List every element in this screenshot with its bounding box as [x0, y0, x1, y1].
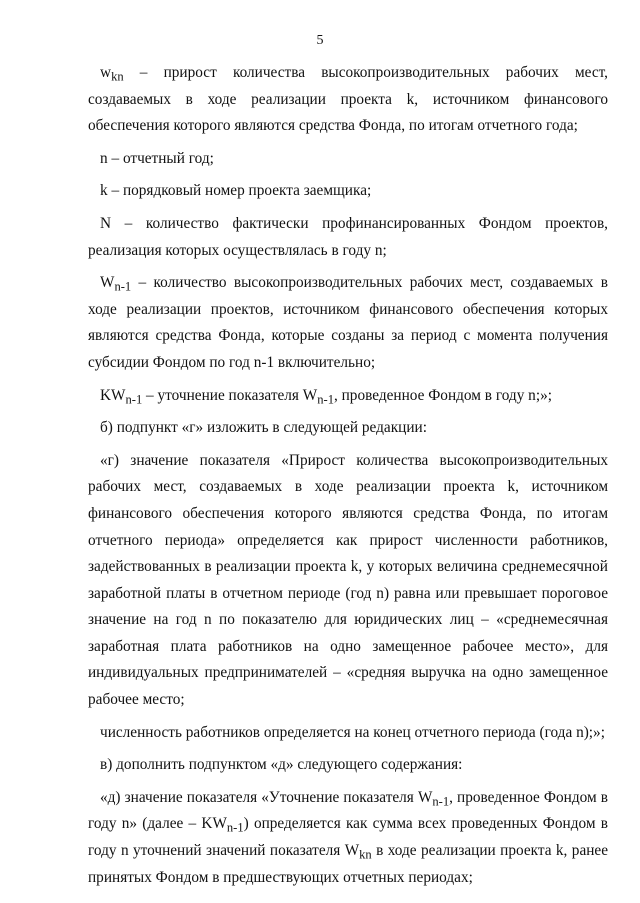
definition-kwn1: $KW_{n-1}$ – уточнение показателя $W_{n-1}$, проведенное Фондом в году n;»; [100, 386, 552, 407]
definition-wn1: $W_{n-1}$ – количество высокопроизводительных рабочих мест, создаваемых в ходе реализации проектов, источником финансового обеспечения которых являются средства Фонда, которые созданы за период с момента получения субсидии Фондом по год n-1 включительно; [88, 274, 608, 371]
definition-wkn: $w_{kn}$ – прирост количества высокопроизводительных рабочих мест, создаваемых в ходе реализации проекта k, источником финансового обеспечения которого являются средства Фонда, по итогам отчетного года; [88, 64, 608, 135]
symbol-kwn1: $KW_{n-1}$ [201, 815, 244, 835]
symbol-kwn1: $KW_{n-1}$ [100, 386, 143, 407]
page-number: 5 [316, 33, 324, 48]
symbol-wkn: $W_{kn}$ [344, 842, 372, 862]
headcount-note: численность работников определяется на конец отчетного периода (года n);»; [100, 723, 605, 741]
definition-k: k – порядковый номер проекта заемщика; [100, 182, 372, 200]
subitem-b-heading: б) подпункт «г» изложить в следующей редакции: [100, 419, 427, 437]
symbol-wn1: $W_{n-1}$ [417, 788, 450, 809]
symbol-wkn: $w_{kn}$ [100, 64, 124, 84]
definition-N: N – количество фактически профинансированных Фондом проектов, реализация которых осуществлялась в году n; [88, 214, 608, 259]
symbol-wn1: $W_{n-1}$ [100, 274, 132, 294]
subitem-d-text: «д) значение показателя «Уточнение показателя $W_{n-1}$, проведенное Фондом в году n» (далее – $KW_{n-1}$) определяется как сумма всех проведенных Фондом в году n уточнений значений показателя $W_{kn}$ в ходе реализации проекта k, ранее принятых Фондом в предшествующих отчетных периодах; [88, 788, 608, 886]
definition-n: n – отчетный год; [100, 149, 214, 167]
subitem-g-text: «г) значение показателя «Прирост количества высокопроизводительных рабочих мест, создаваемых в ходе реализации проекта k, источником финансового обеспечения которого являются средства Фонда, по итогам отчетного периода» определяется как прирост численности работников, задействованных в реализации проекта k, у которых величина среднемесячной заработной платы в отчетном периоде (год n) равна или превышает пороговое значение на год n по показателю для юридических лиц – «среднемесячная заработная плата работников на одно замещенное рабочее место», для индивидуальных предпринимателей – «средняя выручка на одно замещенное рабочее место; [88, 451, 608, 709]
document-body [88, 60, 608, 891]
subitem-v-heading: в) дополнить подпунктом «д» следующего содержания: [100, 756, 463, 774]
symbol-wn1: $W_{n-1}$ [302, 386, 334, 407]
